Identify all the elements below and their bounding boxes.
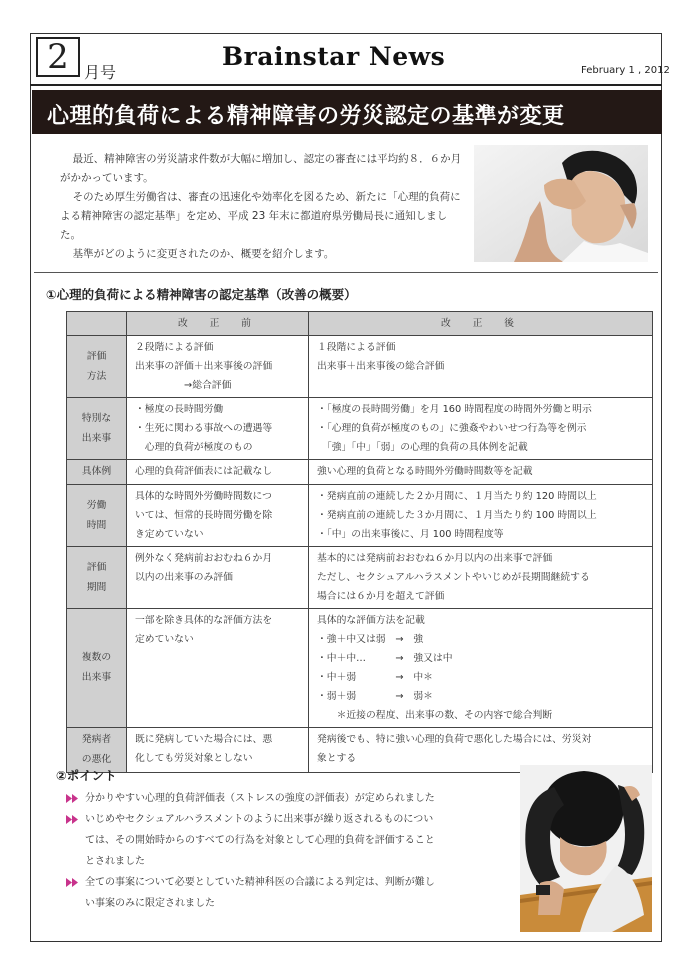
table-row bbox=[67, 336, 653, 398]
table-row bbox=[67, 460, 653, 485]
after-cell: 発病後でも、特に強い心理的負荷で悪化した場合には、労災対 象とする bbox=[309, 728, 653, 773]
after-cell: 基本的には発病前おおむね６か月以内の出来事で評価 ただし、セクシュアルハラスメントやいじめが長期間継続する 場合には６か月を超えて評価 bbox=[309, 547, 653, 609]
double-arrow-icon bbox=[66, 815, 80, 824]
table-header-row bbox=[67, 312, 653, 336]
row-label: 複数の 出来事 bbox=[67, 609, 127, 728]
issue-suffix: 月号 bbox=[84, 63, 117, 82]
points-list bbox=[66, 788, 488, 914]
issue-number: 2 bbox=[36, 37, 80, 77]
table-row bbox=[67, 398, 653, 460]
before-cell: 例外なく発病前おおむね６か月 以内の出来事のみ評価 bbox=[127, 547, 309, 609]
after-cell: 具体的な評価方法を記載 ・強＋中又は弱 → 強 ・中＋中… → 強又は中 ・中＋弱 → 中＊ ・弱＋弱 → 弱＊ ＊近接の程度、出来事の数、その内容で総合判断 bbox=[309, 609, 653, 728]
row-label: 労働 時間 bbox=[67, 485, 127, 547]
intro-paragraph: 最近、精神障害の労災請求件数が大幅に増加し、認定の審査には平均約８．６か月がかかっています。 bbox=[60, 153, 462, 184]
list-item: いじめやセクシュアルハラスメントのように出来事が繰り返されるものについ ては、その開始時からのすべての行為を対象として心理的負荷を評価すること とされました bbox=[66, 809, 488, 872]
row-label: 評価 期間 bbox=[67, 547, 127, 609]
masthead-title: Brainstar News bbox=[222, 42, 446, 71]
before-cell: 既に発病していた場合には、悪 化しても労災対象としない bbox=[127, 728, 309, 773]
after-cell: ・発病直前の連続した２か月間に、１月当たり約 120 時間以上 ・発病直前の連続した３か月間に、１月当たり約 100 時間以上 ・「中」の出来事後に、月 100 時間程度等 bbox=[309, 485, 653, 547]
after-cell: １段階による評価 出来事＋出来事後の総合評価 bbox=[309, 336, 653, 398]
before-cell: ２段階による評価 出来事の評価＋出来事後の評価 →総合評価 bbox=[127, 336, 309, 398]
before-cell: 心理的負荷評価表には記載なし bbox=[127, 460, 309, 485]
table-row bbox=[67, 609, 653, 728]
row-label: 発病者 の悪化 bbox=[67, 728, 127, 773]
intro-text bbox=[60, 150, 468, 264]
before-cell: ・極度の長時間労働 ・生死に関わる事故への遭遇等 心理的負荷が極度のもの bbox=[127, 398, 309, 460]
after-cell: 強い心理的負荷となる時間外労働時間数等を記載 bbox=[309, 460, 653, 485]
header-rule bbox=[30, 84, 662, 86]
after-cell: ・「極度の長時間労働」を月 160 時間程度の時間外労働と明示 ・「心理的負荷が極度のもの」に強姦やわいせつ行為等を例示 「強」「中」「弱」の心理的負荷の具体例を記載 bbox=[309, 398, 653, 460]
section2-heading: ②ポイント bbox=[56, 768, 117, 783]
issue-date: February 1 , 2012 bbox=[581, 65, 670, 76]
stressed-man-photo bbox=[474, 145, 648, 262]
row-label: 特別な 出来事 bbox=[67, 398, 127, 460]
section1-heading: ①心理的負荷による精神障害の認定基準（改善の概要） bbox=[46, 287, 357, 302]
man-holding-head-photo bbox=[520, 765, 652, 932]
double-arrow-icon bbox=[66, 878, 80, 887]
row-label: 評価 方法 bbox=[67, 336, 127, 398]
double-arrow-icon bbox=[66, 794, 80, 803]
table-row bbox=[67, 485, 653, 547]
before-cell: 一部を除き具体的な評価方法を 定めていない bbox=[127, 609, 309, 728]
intro-paragraph: 基準がどのように変更されたのか、概要を紹介します。 bbox=[72, 248, 335, 260]
list-item: 分かりやすい心理的負荷評価表（ストレスの強度の評価表）が定められました bbox=[66, 788, 488, 809]
row-label: 具体例 bbox=[67, 460, 127, 485]
table-header-blank bbox=[67, 312, 127, 336]
table-header-before: 改 正 前 bbox=[127, 312, 309, 336]
before-cell: 具体的な時間外労働時間数につ いては、恒常的長時間労働を除 き定めていない bbox=[127, 485, 309, 547]
intro-paragraph: そのため厚生労働省は、審査の迅速化や効率化を図るため、新たに「心理的負荷による精神障害の認定基準」を定め、平成 23 年末に都道府県労働局長に通知しました。 bbox=[60, 191, 461, 241]
criteria-comparison-table bbox=[66, 311, 653, 773]
table-header-after: 改 正 後 bbox=[309, 312, 653, 336]
article-title: 心理的負荷による精神障害の労災認定の基準が変更 bbox=[47, 104, 565, 129]
list-item: 全ての事案について必要としていた精神科医の合議による判定は、判断が難し い事案のみに限定されました bbox=[66, 872, 488, 914]
table-row bbox=[67, 547, 653, 609]
section-divider bbox=[34, 272, 658, 273]
